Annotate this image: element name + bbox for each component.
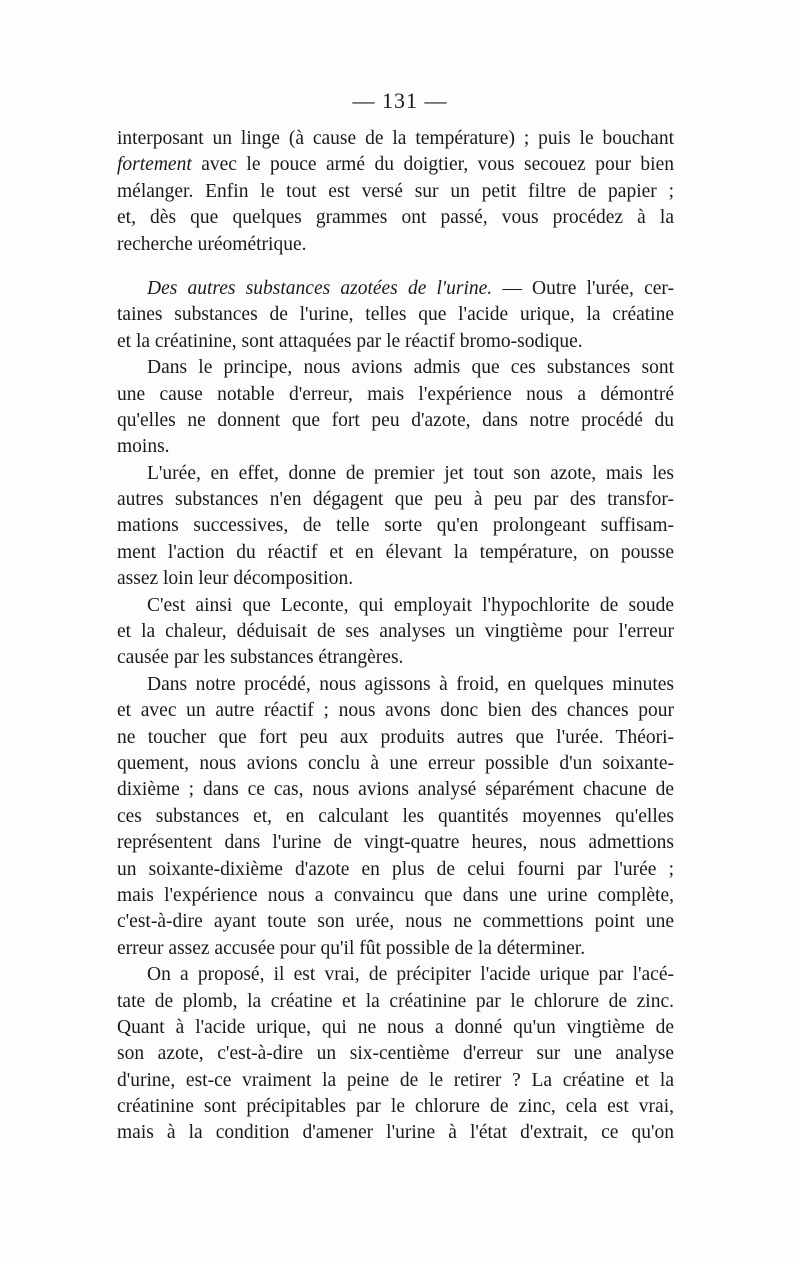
text-line: erreur assez accusée pour qu'il fût possible de la déterminer.	[117, 937, 586, 959]
text-line: d'urine, est-ce vraiment la peine de le retirer ? La créatine et la	[117, 1069, 674, 1091]
text-line: ces substances et, en calculant les quantités moyennes qu'elles	[117, 805, 674, 827]
text-span: — Outre l'urée, cer-	[492, 277, 674, 299]
text-line: et, dès que quelques grammes ont passé, vous procédez à la	[117, 207, 674, 229]
text-line	[117, 152, 674, 178]
text-line: causée par les substances étrangères.	[117, 647, 404, 669]
text-line: On a proposé, il est vrai, de précipiter l'acide urique par l'acé-	[147, 964, 674, 986]
text-line: une cause notable d'erreur, mais l'expérience nous a démontré	[117, 383, 674, 405]
text-line: assez loin leur décomposition.	[117, 568, 354, 590]
text-line: dixième ; dans ce cas, nous avions analysé séparément chacune de	[117, 779, 674, 801]
text-line: ne toucher que fort peu aux produits autres que l'urée. Théori-	[117, 726, 674, 748]
text-line: c'est-à-dire ayant toute son urée, nous ne commettions point une	[117, 911, 674, 933]
text-line: représentent dans l'urine de vingt-quatre heures, nous admettions	[117, 832, 674, 854]
text-line: et la chaleur, déduisait de ses analyses un vingtième pour l'erreur	[117, 621, 674, 643]
text-line: mations successives, de telle sorte qu'en prolongeant suffisam-	[117, 515, 674, 537]
text-line: autres substances n'en dégagent que peu à peu par des transfor-	[117, 489, 674, 511]
text-span: avec le pouce armé du doigtier, vous secouez pour bien	[191, 154, 674, 176]
text-line	[117, 276, 674, 302]
text-line: qu'elles ne donnent que fort peu d'azote, dans notre procédé du	[117, 409, 674, 431]
text-line: et la créatinine, sont attaquées par le réactif bromo-sodique.	[117, 330, 583, 352]
text-line: mais à la condition d'amener l'urine à l'état d'extrait, ce qu'on	[117, 1122, 674, 1144]
text-line: ment l'action du réactif et en élevant la température, on pousse	[117, 541, 674, 563]
italic-text: Des autres substances azotées de l'urine.	[147, 277, 493, 299]
paragraph	[117, 461, 674, 593]
paragraph	[117, 593, 674, 672]
text-line: Dans le principe, nous avions admis que ces substances sont	[147, 357, 674, 379]
text-line: quement, nous avions conclu à une erreur possible d'un soixante-	[117, 752, 674, 774]
paragraph-gap	[117, 258, 674, 276]
paragraph	[117, 355, 674, 461]
text-line: mais l'expérience nous a convaincu que dans une urine complète,	[117, 884, 674, 906]
page-number: — 131 —	[352, 88, 448, 113]
text-line: taines substances de l'urine, telles que l'acide urique, la créatine	[117, 304, 674, 326]
paragraph	[117, 126, 674, 258]
text-line: mélanger. Enfin le tout est versé sur un petit filtre de papier ;	[117, 180, 674, 202]
text-line: son azote, c'est-à-dire un six-centième d'erreur sur une analyse	[117, 1043, 674, 1065]
text-line: moins.	[117, 436, 170, 458]
text-line: Dans notre procédé, nous agissons à froid, en quelques minutes	[147, 673, 674, 695]
text-line: et avec un autre réactif ; nous avons donc bien des chances pour	[117, 700, 674, 722]
body-text	[117, 126, 674, 1147]
paragraph	[117, 672, 674, 962]
paragraph	[117, 276, 674, 355]
text-line: L'urée, en effet, donne de premier jet tout son azote, mais les	[147, 462, 674, 484]
text-line: recherche uréométrique.	[117, 233, 307, 255]
text-line: tate de plomb, la créatine et la créatinine par le chlorure de zinc.	[117, 990, 674, 1012]
text-line: interposant un linge (à cause de la température) ; puis le bouchant	[117, 128, 674, 149]
paragraph	[117, 962, 674, 1147]
text-line: un soixante-dixième d'azote en plus de celui fourni par l'urée ;	[117, 858, 674, 880]
italic-text: fortement	[117, 154, 192, 176]
text-line: Quant à l'acide urique, qui ne nous a donné qu'un vingtième de	[117, 1016, 674, 1038]
text-line: C'est ainsi que Leconte, qui employait l'hypochlorite de soude	[147, 594, 674, 616]
text-line: créatinine sont précipitables par le chlorure de zinc, cela est vrai,	[117, 1096, 674, 1118]
